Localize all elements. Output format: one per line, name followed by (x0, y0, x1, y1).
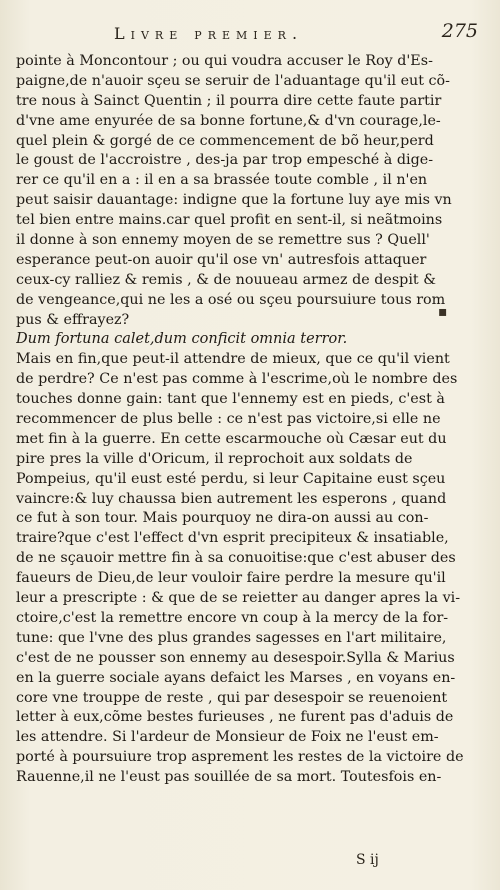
text-line: ctoire,c'est la remettre encore vn coup à la mercy de la for- (16, 609, 449, 626)
text-line: pire pres la ville d'Oricum, il reprochoit aux soldats de (16, 450, 413, 467)
text-line: il donne à son ennemy moyen de se remettre sus ? Quell' (16, 232, 430, 249)
text-line: tel bien entre mains.car quel profit en sent-il, si neãtmoins (16, 212, 443, 229)
text-line: peut saisir dauantage: indigne que la fortune luy aye mis vn (16, 192, 452, 209)
text-line: tune: que l'vne des plus grandes sagesses en l'art militaire, (16, 629, 447, 646)
text-line: met fin à la guerre. En cette escarmouche où Cæsar eut du (16, 430, 447, 447)
text-line: Rauenne,il ne l'eust pas souillée de sa mort. Toutesfois en- (16, 769, 442, 786)
text-line: faueurs de Dieu,de leur vouloir faire perdre la mesure qu'il (16, 570, 446, 587)
page-number: 275 (441, 20, 478, 42)
text-line: Pompeius, qu'il eust esté perdu, si leur Capitaine eust sçeu (16, 470, 446, 487)
signature-mark: S ij (356, 852, 379, 868)
text-line: core vne trouppe de reste , qui par desespoir se reuenoient (16, 689, 448, 706)
latin-quotation: Dum fortuna calet,dum conficit omnia terror. (16, 331, 348, 348)
text-line: d'vne ame enyurée de sa bonne fortune,& d'vn courage,le- (16, 112, 441, 129)
text-line: tre nous à Sainct Quentin ; il pourra dire cette faute partir (16, 92, 442, 109)
text-line: rer ce qu'il en a : il en a sa brassée toute comble , il n'en (16, 172, 428, 189)
margin-mark: ▪ (438, 304, 448, 320)
text-line: de ne sçauoir mettre fin à sa conuoitise:que c'est abuser des (16, 550, 456, 567)
body-text (16, 52, 484, 788)
text-line: esperance peut-on auoir qu'il ose vn' autresfois attaquer (16, 251, 427, 268)
text-line: paigne,de n'auoir sçeu se seruir de l'aduantage qu'il eut cõ- (16, 72, 450, 89)
text-line: ce fut à son tour. Mais pourquoy ne dira-on aussi au con- (16, 510, 429, 527)
text-line: de perdre? Ce n'est pas comme à l'escrime,où le nombre des (16, 371, 458, 388)
text-line: pointe à Moncontour ; ou qui voudra accuser le Roy d'Es- (16, 53, 433, 69)
text-line: porté à poursuiure trop asprement les restes de la victoire de (16, 749, 464, 766)
text-line: recommencer de plus belle : ce n'est pas victoire,si elle ne (16, 411, 441, 428)
text-line: traire?que c'est l'effect d'vn esprit precipiteux & insatiable, (16, 530, 449, 547)
text-line: touches donne gain: tant que l'ennemy est en pieds, c'est à (16, 391, 445, 408)
text-line: leur a prescripte : & que de se reietter au danger apres la vi- (16, 590, 461, 607)
text-line: quel plein & gorgé de ce commencement de bõ heur,perd (16, 132, 434, 149)
text-line: pus & effrayez? (16, 311, 130, 328)
text-line: letter à eux,cõme bestes furieuses , ne furent pas d'aduis de (16, 709, 454, 726)
text-line: vaincre:& luy chaussa bien autrement les esperons , quand (16, 490, 447, 507)
text-line: Mais en fin,que peut-il attendre de mieux, que ce qu'il vient (16, 351, 450, 368)
running-head: Livre premier. (114, 24, 304, 43)
page-header (18, 20, 482, 46)
text-line: le goust de l'accroistre , des-ja par trop empesché à dige- (16, 152, 434, 169)
text-line: les attendre. Si l'ardeur de Monsieur de Foix ne l'eust em- (16, 729, 439, 746)
text-line: ceux-cy ralliez & remis , & de nouueau armez de despit & (16, 271, 436, 288)
text-line: de vengeance,qui ne les a osé ou sçeu poursuiure tous rom (16, 291, 446, 308)
text-line: c'est de ne pousser son ennemy au desespoir.Sylla & Marius (16, 649, 455, 666)
text-line: en la guerre sociale ayans defaict les Marses , en voyans en- (16, 669, 456, 686)
